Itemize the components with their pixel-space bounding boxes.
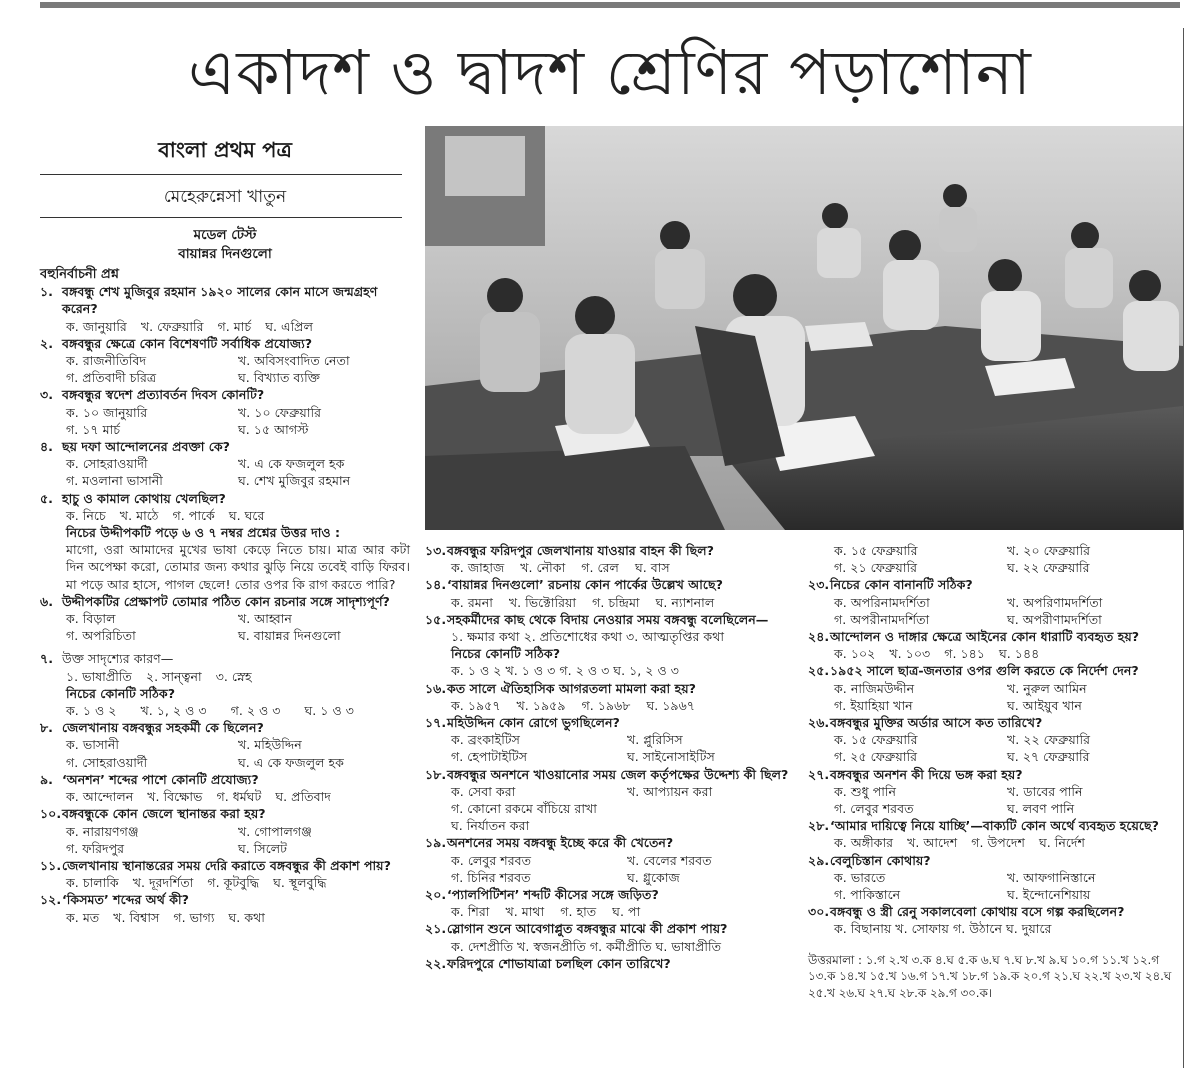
question-6 bbox=[40, 593, 410, 645]
option: খ. ভিক্টোরিয়া bbox=[508, 594, 577, 610]
question-number: ১৮. bbox=[425, 766, 447, 782]
statement-item: ৩. স্নেহ bbox=[215, 668, 252, 684]
option: ঘ. নির্দেশ bbox=[1038, 835, 1085, 851]
question bbox=[40, 771, 410, 805]
answer-key: উত্তরমালা : ১.গ ২.খ ৩.ক ৪.ঘ ৫.ক ৬.ঘ ৭.ঘ ৮.খ ৯.ঘ ১০.গ ১১.খ ১২.গ ১৩.ক ১৪.খ ১৫.খ ১৬.গ ১৭.খ ১৮.গ ১৯.ক ২০.গ ২১.ঘ ২২.খ ২৩.খ ২৪.ঘ ২৫.খ ২৬.ঘ ২৭.ঘ ২৮.ক ২৯.গ ৩০.ক। bbox=[808, 952, 1172, 1000]
question-text: বঙ্গবন্ধুর অনশনে খাওয়ানোর সময় জেল কর্তৃপক্ষের উদ্দেশ্য কী ছিল? bbox=[447, 766, 789, 782]
question-title bbox=[425, 714, 803, 731]
option: গ. ১৯৬৮ bbox=[581, 697, 631, 713]
question-title bbox=[808, 576, 1180, 593]
option: ক. নাজিমউদ্দীন bbox=[834, 680, 915, 696]
question bbox=[40, 283, 410, 335]
question-text: ১৯৫২ সালে ছাত্র-জনতার ওপর গুলি করতে কে নির্দেশ দেন? bbox=[830, 663, 1139, 679]
question-text: উদ্দীপকটির প্রেক্ষাপট তোমার পঠিত কোন রচনার সঙ্গে সাদৃশ্যপূর্ণ? bbox=[62, 593, 390, 609]
question bbox=[808, 714, 1180, 766]
option: ক. ১ ও ২ bbox=[66, 703, 117, 719]
page-title: একাদশ ও দ্বাদশ শ্রেণির পড়াশোনা bbox=[188, 36, 1032, 109]
question-title bbox=[40, 490, 410, 507]
option: ক. রাজনীতিবিদ bbox=[66, 353, 147, 369]
option: ক. রমনা bbox=[451, 594, 493, 610]
option-grid bbox=[40, 455, 410, 489]
question-title bbox=[425, 680, 803, 697]
option: ক. ১৯৫৭ bbox=[451, 697, 501, 713]
question-number: ৩০. bbox=[808, 904, 830, 920]
question bbox=[808, 817, 1180, 851]
option: গ. ২১ ফেব্রুয়ারি bbox=[834, 560, 918, 576]
option-grid bbox=[808, 680, 1180, 714]
option: ঘ. ১৫ আগস্ট bbox=[238, 421, 309, 437]
question-text: জেলখানায় স্থানান্তরের সময় দেরি করাতে বঙ্গবন্ধুর কী প্রকাশ পায়? bbox=[62, 857, 391, 873]
question-number: ১৯. bbox=[425, 835, 447, 851]
option: গ. প্রতিবাদী চরিত্র bbox=[66, 370, 157, 386]
option: ঘ. পা bbox=[612, 904, 641, 920]
question bbox=[425, 680, 803, 714]
question-number: ২৯. bbox=[808, 852, 830, 868]
statement-item: ১. ভাষাপ্রীতি bbox=[66, 668, 132, 684]
option: খ. আহ্বান bbox=[238, 611, 292, 627]
question-title bbox=[40, 771, 410, 788]
question-title bbox=[40, 438, 410, 455]
question-number: ২৭. bbox=[808, 766, 830, 782]
option: খ. বেলের শরবত bbox=[627, 852, 712, 868]
option: ক. লেবুর শরবত bbox=[451, 852, 532, 868]
question-number: ৭. bbox=[40, 651, 53, 667]
question-text: সহকর্মীদের কাছ থেকে বিদায় নেওয়ার সময় বঙ্গবন্ধু বলেছিলেন— bbox=[447, 611, 769, 627]
option: ক. ১৫ ফেব্রুয়ারি bbox=[834, 732, 918, 748]
question-title bbox=[40, 386, 410, 403]
question-number: ২১. bbox=[425, 921, 447, 937]
question-title bbox=[425, 920, 803, 937]
option-row bbox=[425, 559, 803, 576]
option: গ. হেপাটাইটিস bbox=[451, 749, 528, 765]
question-number: ১৩. bbox=[425, 543, 447, 558]
option: খ. মহিউদ্দিন bbox=[238, 737, 302, 753]
option-grid bbox=[808, 869, 1180, 903]
option: গ. হাত bbox=[560, 904, 597, 920]
option: ক. ব্রংকাইটিস bbox=[451, 732, 520, 748]
option: গ. ২ ও ৩ bbox=[230, 703, 281, 719]
option: ক. সোহরাওয়ার্দী bbox=[66, 456, 148, 472]
option: ঘ. প্রতিবাদ bbox=[275, 789, 331, 805]
option: ক. শিরা bbox=[451, 904, 490, 920]
option: ঘ. ১ ও ৩ bbox=[304, 703, 354, 719]
option-grid bbox=[40, 736, 410, 770]
question-title bbox=[425, 834, 803, 851]
option: ক. ভারতে bbox=[834, 869, 886, 885]
question-text: বঙ্গবন্ধু ও স্ত্রী রেনু সকালবেলা কোথায় বসে গল্প করছিলেন? bbox=[830, 904, 1125, 920]
question-title bbox=[808, 766, 1180, 783]
option: গ. লেবুর শরবত bbox=[834, 801, 914, 817]
option: খ. অবিসংবাদিত নেতা bbox=[238, 353, 350, 369]
question-text: বঙ্গবন্ধুকে কোন জেলে স্থানান্তর করা হয়? bbox=[62, 806, 266, 822]
question-prompt: নিচের কোনটি সঠিক? bbox=[451, 646, 560, 662]
option: ঘ. ন্যাশনাল bbox=[655, 594, 715, 610]
stimulus-instruction: নিচের উদ্দীপকটি পড়ে ৬ ও ৭ নম্বর প্রশ্নের উত্তর দাও : bbox=[66, 525, 341, 541]
question-title bbox=[425, 611, 803, 628]
question-number: ৩. bbox=[40, 387, 53, 403]
question-text: উক্ত সাদৃশ্যের কারণ— bbox=[62, 651, 174, 667]
option-row bbox=[425, 594, 803, 611]
question-text: বঙ্গবন্ধুর অনশন কী দিয়ে ভঙ্গ করা হয়? bbox=[830, 766, 1023, 782]
option: খ. ১০ ফেব্রুয়ারি bbox=[238, 404, 322, 420]
option: ক. সেবা করা bbox=[451, 783, 516, 799]
question-text: জেলখানায় বঙ্গবন্ধুর সহকর্মী কে ছিলেন? bbox=[62, 720, 264, 736]
question-number: ১৫. bbox=[425, 611, 447, 627]
question bbox=[425, 920, 803, 954]
option: গ. অপরীনামদর্শিতা bbox=[834, 611, 930, 627]
question bbox=[425, 542, 803, 576]
option: ঘ. ১৯৬৭ bbox=[646, 697, 695, 713]
question-number: ২২. bbox=[425, 955, 447, 971]
option: ঘ. এ কে ফজলুল হক bbox=[238, 754, 344, 770]
option: ঘ. বায়ান্নর দিনগুলো bbox=[238, 628, 341, 644]
option: খ. ২০ ফেব্রুয়ারি bbox=[1007, 543, 1091, 558]
question-text: ‘অনশন’ শব্দের পাশে কোনটি প্রযোজ্য? bbox=[62, 771, 259, 787]
question-title bbox=[40, 805, 410, 822]
option-grid bbox=[40, 610, 410, 644]
question bbox=[808, 903, 1180, 937]
question-title bbox=[425, 542, 803, 559]
question-title bbox=[40, 891, 410, 908]
option: ক. চালাকি bbox=[66, 875, 119, 891]
question bbox=[425, 714, 803, 766]
question-number: ২. bbox=[40, 335, 53, 351]
option: গ. সোহরাওয়ার্দী bbox=[66, 754, 148, 770]
stimulus-passage: মাগো, ওরা আমাদের মুখের ভাষা কেড়ে নিতে চায়। মাত্র আর কটা দিন অপেক্ষা করো, তোমার জন্য কথার ঝুড়ি নিয়ে তবেই বাড়ি ফিরব। মা পড়ে আর হাসে, পাগল ছেলে! তোর ওপর কি রাগ করতে পারি? bbox=[66, 542, 410, 592]
option: ক. শুধু পানি bbox=[834, 783, 897, 799]
option: খ. নৌকা bbox=[520, 560, 566, 576]
question bbox=[808, 852, 1180, 904]
option: ঘ. ঘরে bbox=[228, 507, 265, 523]
option: ঘ. বাস bbox=[634, 560, 670, 576]
option: গ. ভাগ্য bbox=[173, 909, 215, 925]
option: গ. চন্দ্রিমা bbox=[592, 594, 640, 610]
option-row bbox=[425, 903, 803, 920]
question bbox=[40, 857, 410, 891]
question-text: কত সালে ঐতিহাসিক আগরতলা মামলা করা হয়? bbox=[447, 680, 696, 696]
option-grid bbox=[40, 404, 410, 438]
option: গ. কোনো রকমে বাঁচিয়ে রাখা bbox=[451, 801, 597, 817]
option: খ. দূরদর্শিতা bbox=[132, 875, 194, 891]
option: ঘ. স্থূলবুদ্ধি bbox=[273, 875, 327, 891]
question-number: ২৫. bbox=[808, 663, 830, 679]
question-text: ফরিদপুরে শোভাযাত্রা চলছিল কোন তারিখে? bbox=[447, 955, 671, 971]
option-row bbox=[40, 909, 410, 926]
option: ঘ. আইয়ুব খান bbox=[1007, 697, 1082, 713]
option: ক. ১৫ ফেব্রুয়ারি bbox=[834, 543, 918, 558]
option: ক. ১০ জানুয়ারি bbox=[66, 404, 148, 420]
question-number: ৮. bbox=[40, 720, 53, 736]
option: খ. ডাবের পানি bbox=[1007, 783, 1083, 799]
question-text: ‘আমার দায়িত্বে নিয়ে যাচ্ছি’—বাক্যটি কোন অর্থে ব্যবহৃত হয়েছে? bbox=[830, 818, 1159, 834]
question-number: ৯. bbox=[40, 771, 53, 787]
option: ঘ. এপ্রিল bbox=[265, 318, 313, 334]
option-grid bbox=[425, 731, 803, 765]
option-row bbox=[425, 697, 803, 714]
option: ক. নারায়ণগঞ্জ bbox=[66, 823, 139, 839]
exam-hall-photo bbox=[425, 126, 1183, 530]
exam-hall-photo-graphic bbox=[425, 126, 1183, 530]
question-list bbox=[808, 576, 1180, 937]
question-number: ১. bbox=[40, 284, 53, 300]
question bbox=[425, 576, 803, 610]
question-text: ‘কিসমত’ শব্দের অর্থ কী? bbox=[62, 892, 189, 908]
option: খ. ১, ২ ও ৩ bbox=[140, 703, 207, 719]
question-number: ৫. bbox=[40, 490, 53, 506]
question bbox=[808, 766, 1180, 818]
option: গ. অপরিচিতা bbox=[66, 628, 136, 644]
question-title bbox=[808, 903, 1180, 920]
question-title bbox=[40, 335, 410, 352]
question bbox=[425, 611, 803, 680]
subject-title: বাংলা প্রথম পত্র bbox=[158, 138, 292, 162]
question-title bbox=[425, 886, 803, 903]
question-text: বঙ্গবন্ধুর ক্ষেত্রে কোন বিশেষণটি সর্বাধিক প্রযোজ্য? bbox=[62, 335, 313, 351]
option: গ. রেল bbox=[581, 560, 619, 576]
question bbox=[808, 662, 1180, 714]
question bbox=[40, 438, 410, 490]
column-divider bbox=[1183, 28, 1184, 1068]
question-title bbox=[808, 628, 1180, 645]
question-title bbox=[808, 714, 1180, 731]
option: খ. নুরুল আমিন bbox=[1007, 680, 1087, 696]
question-text: মহিউদ্দিন কোন রোগে ভুগছিলেন? bbox=[447, 715, 620, 731]
option-grid bbox=[40, 823, 410, 857]
option: ঘ. ২২ ফেব্রুয়ারি bbox=[1007, 560, 1090, 576]
left-column bbox=[40, 130, 410, 926]
option-row bbox=[40, 507, 410, 524]
question-title bbox=[425, 955, 803, 972]
question-number: ৬. bbox=[40, 593, 53, 609]
question-prompt: নিচের কোনটি সঠিক? bbox=[66, 685, 175, 701]
option: খ. আফগানিস্তানে bbox=[1007, 869, 1096, 885]
option: ঘ. বিখ্যাত ব্যক্তি bbox=[238, 370, 320, 386]
option: ক. অঙ্গীকার bbox=[834, 835, 894, 851]
option-grid bbox=[808, 731, 1180, 765]
option: খ. বিক্ষোভ bbox=[147, 789, 203, 805]
option: ঘ. কথা bbox=[228, 909, 265, 925]
question-text: নিচের কোন বানানটি সঠিক? bbox=[830, 577, 973, 593]
option-grid bbox=[808, 783, 1180, 817]
option: গ. ফরিদপুর bbox=[66, 840, 125, 856]
option-row bbox=[40, 788, 410, 805]
question-text: বঙ্গবন্ধুর মুক্তির অর্ডার আসে কত তারিখে? bbox=[830, 715, 1043, 731]
author-name: মেহেরুন্নেসা খাতুন bbox=[163, 187, 287, 207]
question-number: ২৩. bbox=[808, 577, 830, 593]
question-title bbox=[40, 283, 410, 317]
question-text: বঙ্গবন্ধুর ফরিদপুর জেলখানায় যাওয়ার বাহন কী ছিল? bbox=[447, 543, 714, 558]
question-title bbox=[425, 766, 803, 783]
model-test-heading: মডেল টেস্ট bbox=[193, 227, 257, 243]
question-number: ৪. bbox=[40, 439, 53, 455]
option: ঘ. অপরীণামদর্শিতা bbox=[1007, 611, 1102, 627]
option: ক. নিচে bbox=[66, 507, 106, 523]
option: ক. জানুয়ারি bbox=[66, 318, 127, 334]
option: ক. ভাসানী bbox=[66, 737, 119, 753]
question-text: বঙ্গবন্ধুর স্বদেশ প্রত্যাবর্তন দিবস কোনটি? bbox=[62, 387, 265, 403]
option: গ. ধর্মঘট bbox=[216, 789, 262, 805]
question-title bbox=[40, 593, 410, 610]
divider bbox=[40, 217, 402, 218]
option: গ. ১৪১ bbox=[944, 646, 985, 662]
top-rule bbox=[40, 2, 1180, 8]
option: গ. মার্চ bbox=[217, 318, 252, 334]
option: খ. আপ্যায়ন করা bbox=[627, 783, 713, 799]
option: গ. পাকিস্তানে bbox=[834, 887, 901, 903]
question-number: ১৪. bbox=[425, 577, 447, 593]
option: ঘ. শেখ মুজিবুর রহমান bbox=[238, 473, 351, 489]
option-grid bbox=[425, 783, 803, 800]
question-number: ২৪. bbox=[808, 629, 830, 645]
option: খ. ফেব্রুয়ারি bbox=[140, 318, 204, 334]
option: গ. কূটবুদ্ধি bbox=[207, 875, 260, 891]
option-row bbox=[40, 874, 410, 891]
right-column bbox=[808, 542, 1180, 1001]
option: গ. ইয়াহিয়া খান bbox=[834, 697, 913, 713]
question-title bbox=[808, 817, 1180, 834]
option: খ. ১০৩ bbox=[889, 646, 931, 662]
option: ঘ. ২৭ ফেব্রুয়ারি bbox=[1007, 749, 1090, 765]
question bbox=[425, 955, 803, 972]
option: ঘ. গ্লুকোজ bbox=[627, 869, 680, 885]
question-number: ১৭. bbox=[425, 715, 447, 731]
option: খ. আদেশ bbox=[907, 835, 958, 851]
option: খ. ১৯৫৯ bbox=[516, 697, 566, 713]
question bbox=[40, 593, 410, 645]
question bbox=[425, 834, 803, 886]
option: ঘ. সাইনোসাইটিস bbox=[627, 749, 715, 765]
question-number: ২০. bbox=[425, 887, 447, 903]
option: ক. আন্দোলন bbox=[66, 789, 134, 805]
question-number: ১৬. bbox=[425, 680, 447, 696]
option-row bbox=[808, 834, 1180, 851]
question-text: ‘বায়ান্নর দিনগুলো’ রচনায় কোন পার্কের উল্লেখ আছে? bbox=[447, 577, 723, 593]
question-list bbox=[40, 283, 410, 524]
option: গ. ১৭ মার্চ bbox=[66, 421, 121, 437]
question bbox=[40, 891, 410, 925]
option-grid bbox=[808, 594, 1180, 628]
option: ক. জাহাজ bbox=[451, 560, 505, 576]
option: গ. উপদেশ bbox=[971, 835, 1025, 851]
option: ক. বিড়াল bbox=[66, 611, 116, 627]
option: খ. গোপালগঞ্জ bbox=[238, 823, 312, 839]
question-title bbox=[808, 662, 1180, 679]
question-list bbox=[40, 719, 410, 925]
option: খ. ২২ ফেব্রুয়ারি bbox=[1007, 732, 1091, 748]
question-title bbox=[425, 576, 803, 593]
question bbox=[40, 490, 410, 524]
statement-item: ২. সান্ত্বনা bbox=[145, 668, 202, 684]
option: ঘ. সিলেট bbox=[238, 840, 288, 856]
question-text: স্লোগান শুনে আবেগাপ্লুত বঙ্গবন্ধুর মাঝে কী প্রকাশ পায়? bbox=[447, 921, 728, 937]
question bbox=[40, 386, 410, 438]
option: গ. পার্কে bbox=[172, 507, 215, 523]
option: খ. মাঠে bbox=[119, 507, 159, 523]
question-text: ছয় দফা আন্দোলনের প্রবক্তা কে? bbox=[62, 439, 230, 455]
option: ক. ১০২ bbox=[834, 646, 876, 662]
statement-list: ১. ক্ষমার কথা ২. প্রতিশোধের কথা ৩. আত্মতৃপ্তির কথা bbox=[451, 629, 725, 645]
question-number: ১০. bbox=[40, 806, 62, 822]
question-number: ২৮. bbox=[808, 818, 830, 834]
question-title bbox=[40, 857, 410, 874]
question-text: বঙ্গবন্ধু শেখ মুজিবুর রহমান ১৯২০ সালের কোন মাসে জন্মগ্রহণ করেন? bbox=[62, 284, 378, 317]
option-row: ক. ১ ও ২ খ. ১ ও ৩ গ. ২ ও ৩ ঘ. ১, ২ ও ৩ bbox=[451, 663, 679, 679]
question-text: ‘প্যালপিটিশন’ শব্দটি কীসের সঙ্গে জড়িত? bbox=[447, 887, 659, 903]
option-grid bbox=[425, 852, 803, 886]
option: ক. মত bbox=[66, 909, 100, 925]
question-title bbox=[40, 719, 410, 736]
option-row bbox=[808, 645, 1180, 662]
option: গ. চিনির শরবত bbox=[451, 869, 531, 885]
section-heading: বহুনির্বাচনী প্রশ্ন bbox=[40, 267, 119, 282]
option-row bbox=[40, 318, 410, 335]
option-row: ক. দেশপ্রীতি খ. স্বজনপ্রীতি গ. কর্মীপ্রীতি ঘ. ভাষাপ্রীতি bbox=[451, 938, 722, 954]
question-number: ২৬. bbox=[808, 715, 830, 731]
option: গ. ২৫ ফেব্রুয়ারি bbox=[834, 749, 918, 765]
option-row: ক. বিছানায় খ. সোফায় গ. উঠানে ঘ. দুয়ারে bbox=[834, 921, 1052, 937]
question bbox=[808, 628, 1180, 662]
question bbox=[40, 805, 410, 857]
option: খ. বিশ্বাস bbox=[113, 909, 160, 925]
option-grid bbox=[40, 352, 410, 386]
option: গ. মওলানা ভাসানী bbox=[66, 473, 163, 489]
question-number: ১১. bbox=[40, 857, 62, 873]
option: খ. মাথা bbox=[505, 904, 545, 920]
middle-column bbox=[425, 542, 803, 972]
question-text: বেলুচিস্তান কোথায়? bbox=[830, 852, 931, 868]
option: খ. এ কে ফজলুল হক bbox=[238, 456, 345, 472]
question-text: আন্দোলন ও দাঙ্গার ক্ষেত্রে আইনের কোন ধারাটি ব্যবহৃত হয়? bbox=[830, 629, 1140, 645]
option: ঘ. লবণ পানি bbox=[1007, 801, 1075, 817]
option: ঘ. ইন্দোনেশিয়ায় bbox=[1007, 887, 1091, 903]
question-7 bbox=[40, 650, 410, 719]
question-text: অনশনের সময় বঙ্গবন্ধু ইচ্ছে করে কী খেতেন? bbox=[447, 835, 674, 851]
chapter-heading: বায়ান্নর দিনগুলো bbox=[178, 246, 272, 262]
option: খ. প্লুরিসিস bbox=[627, 732, 683, 748]
question bbox=[425, 886, 803, 920]
question bbox=[808, 576, 1180, 628]
question bbox=[425, 766, 803, 835]
option: খ. অপরিণামদর্শিতা bbox=[1007, 594, 1103, 610]
question-title bbox=[808, 852, 1180, 869]
question bbox=[40, 719, 410, 771]
option: ঘ. নির্যাতন করা bbox=[451, 818, 530, 834]
option: ক. অপরিনামদর্শিতা bbox=[834, 594, 930, 610]
question-text: হাচু ও কামাল কোথায় খেলছিল? bbox=[62, 490, 226, 506]
question-number: ১২. bbox=[40, 892, 62, 908]
option: ঘ. ১৪৪ bbox=[998, 646, 1040, 662]
question bbox=[40, 335, 410, 387]
